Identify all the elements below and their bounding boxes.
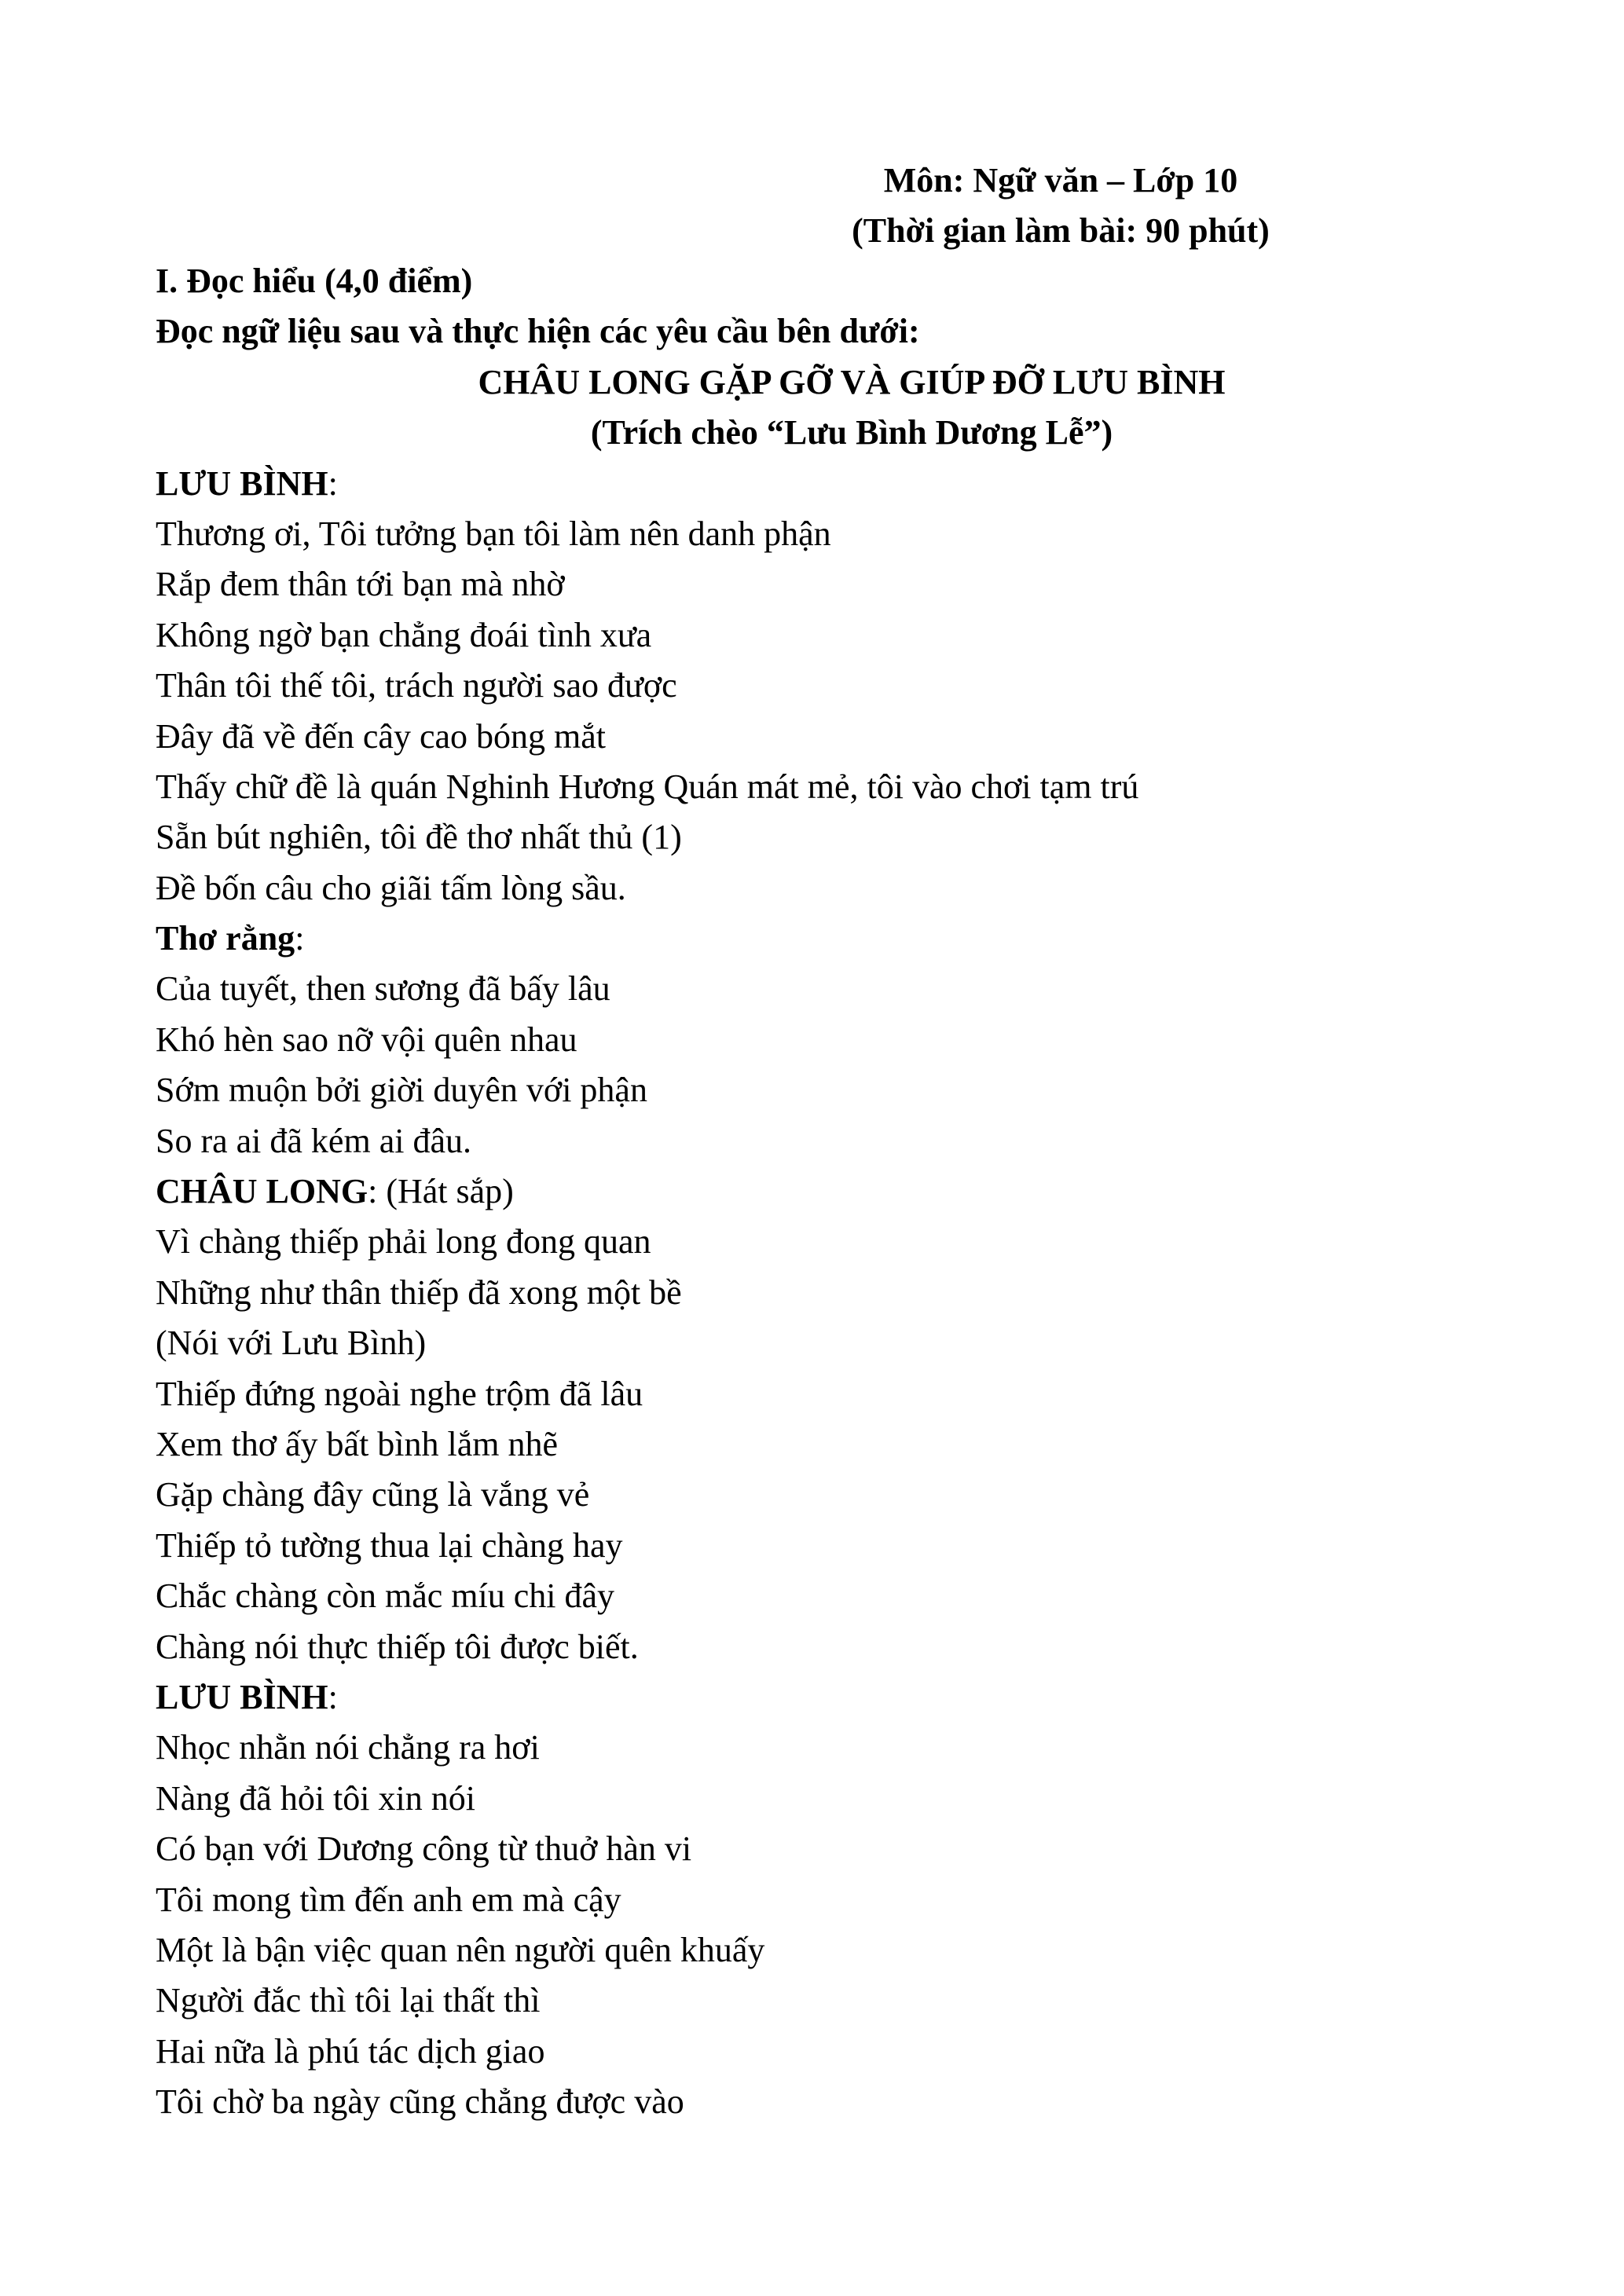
verse-line: (Nói với Lưu Bình): [156, 1324, 427, 1363]
verse-line: Những như thân thiếp đã xong một bề: [156, 1273, 682, 1312]
verse-line: Chắc chàng còn mắc míu chi đây: [156, 1576, 615, 1616]
speaker-name: LƯU BÌNH: [156, 1677, 328, 1716]
verse-line: Một là bận việc quan nên người quên khuấy: [156, 1930, 765, 1969]
verse-line: Thiếp tỏ tường thua lại chàng hay: [156, 1525, 623, 1565]
verse-line: Đề bốn câu cho giãi tấm lòng sầu.: [156, 868, 626, 907]
speaker-label: [156, 459, 1491, 509]
speaker-suffix: :: [328, 463, 338, 503]
document-body: [156, 256, 1491, 2127]
verse-line: Gặp chàng đây cũng là vắng vẻ: [156, 1475, 590, 1514]
speaker-suffix: : (Hát sắp): [368, 1172, 514, 1211]
verse-line: Nàng đã hỏi tôi xin nói: [156, 1778, 475, 1818]
exam-header: [817, 156, 1304, 256]
verse-line: Nhọc nhằn nói chẳng ra hơi: [156, 1728, 540, 1767]
verse-line: Tôi chờ ba ngày cũng chẳng được vào: [156, 2082, 684, 2122]
poem-line: So ra ai đã kém ai đâu.: [156, 1121, 471, 1160]
verse-line: Người đắc thì tôi lại thất thì: [156, 1981, 541, 2020]
verse-line: Vì chàng thiếp phải long đong quan: [156, 1222, 651, 1262]
verse-line: Thấy chữ đề là quán Nghinh Hương Quán mát mẻ, tôi vào chơi tạm trú: [156, 767, 1139, 806]
subject-line: Môn: Ngữ văn – Lớp 10: [883, 161, 1238, 200]
poem-label-name: Thơ rằng: [156, 919, 295, 958]
verse-line: Xem thơ ấy bất bình lắm nhẽ: [156, 1424, 559, 1463]
passage-subtitle: (Trích chèo “Lưu Bình Dương Lễ”): [590, 413, 1113, 452]
verse-line: Thiếp đứng ngoài nghe trộm đã lâu: [156, 1374, 643, 1413]
verse-line: Thân tôi thế tôi, trách người sao được: [156, 666, 677, 705]
poem-label: [156, 914, 1491, 964]
verse-line: Thương ơi, Tôi tưởng bạn tôi làm nên danh phận: [156, 514, 831, 553]
speaker-label: [156, 1166, 1491, 1217]
speaker-suffix: :: [328, 1677, 338, 1716]
verse-line: Chàng nói thực thiếp tôi được biết.: [156, 1627, 639, 1666]
passage-title: CHÂU LONG GẶP GỠ VÀ GIÚP ĐỠ LƯU BÌNH: [478, 362, 1226, 401]
verse-line: Tôi mong tìm đến anh em mà cậy: [156, 1880, 621, 1919]
poem-line: Sớm muộn bởi giời duyên với phận: [156, 1071, 647, 1110]
time-line: (Thời gian làm bài: 90 phút): [852, 211, 1270, 250]
poem-label-suffix: :: [295, 919, 305, 958]
section-instruction: Đọc ngữ liệu sau và thực hiện các yêu cầu bên dưới:: [156, 312, 920, 351]
verse-line: Đây đã về đến cây cao bóng mắt: [156, 716, 606, 756]
verse-line: Hai nữa là phú tác dịch giao: [156, 2031, 545, 2071]
verse-line: Có bạn với Dương công từ thuở hàn vi: [156, 1829, 692, 1869]
poem-line: Khó hèn sao nỡ vội quên nhau: [156, 1020, 577, 1059]
verse-line: Rắp đem thân tới bạn mà nhờ: [156, 565, 565, 604]
verse-line: Sẵn bút nghiên, tôi đề thơ nhất thủ (1): [156, 818, 682, 857]
speaker-name: LƯU BÌNH: [156, 463, 328, 503]
verse-line: Không ngờ bạn chẳng đoái tình xưa: [156, 615, 652, 654]
speaker-label: [156, 1672, 1491, 1723]
poem-line: Của tuyết, then sương đã bấy lâu: [156, 969, 610, 1009]
section-heading: I. Đọc hiểu (4,0 điểm): [156, 262, 473, 300]
speaker-name: CHÂU LONG: [156, 1172, 368, 1211]
